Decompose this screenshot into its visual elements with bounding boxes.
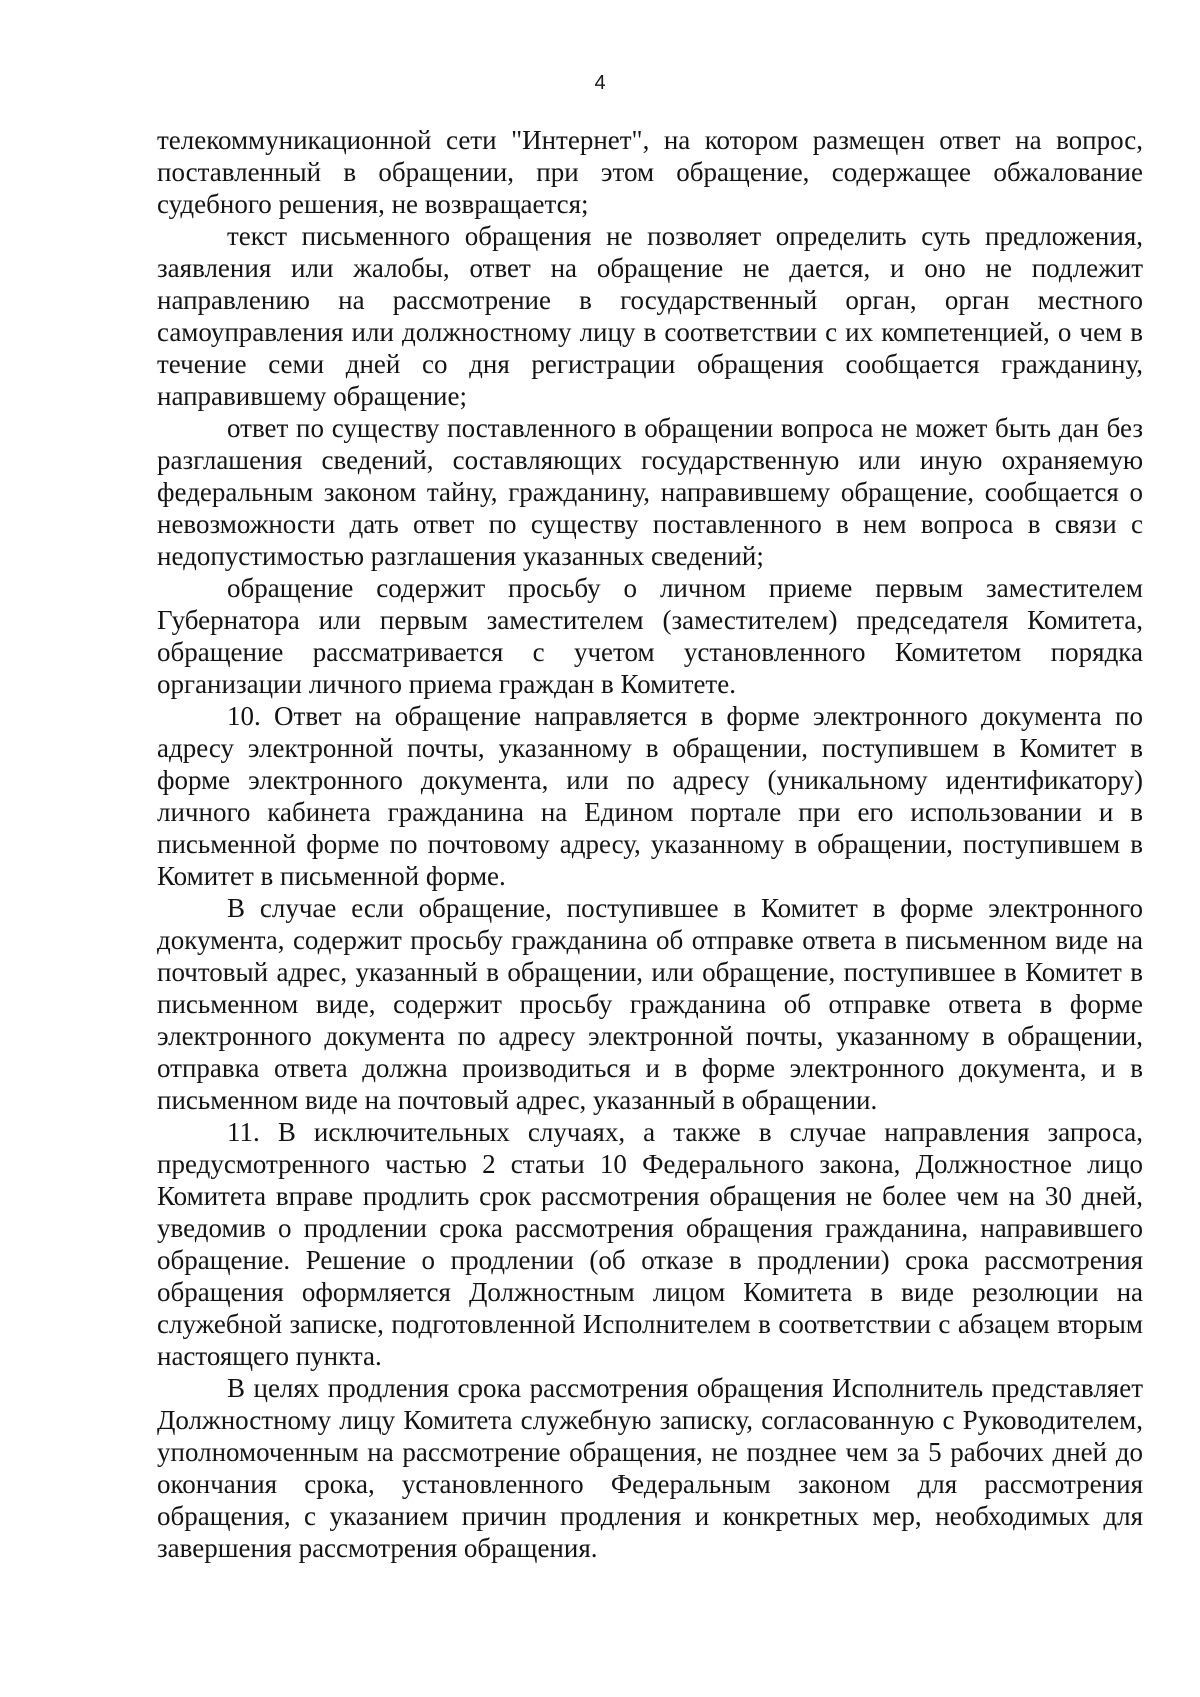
paragraph-text-unclear: текст письменного обращения не позволяет определить суть предложения, заявления или жалобы, ответ на обращение не дается, и оно не подлежит направлению на рассмотрение в государственный орган, орган местного самоуправления или должностному лицу в соответствии с их компетенцией, о чем в течение семи дней со дня регистрации обращения сообщается гражданину, направившему обращение;	[157, 221, 1143, 411]
paragraph-item-10-electronic: В случае если обращение, поступившее в Комитет в форме электронного документа, содержит просьбу гражданина об отправке ответа в письменном виде на почтовый адрес, указанный в обращении, или обращение, поступившее в Комитет в письменном виде, содержит просьбу гражданина об отправке ответа в форме электронного документа по адресу электронной почты, указанному в обращении, отправка ответа должна производиться и в форме электронного документа, и в письменном виде на почтовый адрес, указанный в обращении.	[157, 893, 1143, 1115]
paragraph-continuation: телекоммуникационной сети "Интернет", на котором размещен ответ на вопрос, поставленный в обращении, при этом обращение, содержащее обжалование судебного решения, не возвращается;	[157, 125, 1143, 219]
document-body	[157, 124, 1143, 1564]
paragraph-item-11-extension: В целях продления срока рассмотрения обращения Исполнитель представляет Должностному лицу Комитета служебную записку, согласованную с Руководителем, уполномоченным на рассмотрение обращения, не позднее чем за 5 рабочих дней до окончания срока, установленного Федеральным законом для рассмотрения обращения, с указанием причин продления и конкретных мер, необходимых для завершения рассмотрения обращения.	[157, 1373, 1143, 1563]
paragraph-personal-reception: обращение содержит просьбу о личном приеме первым заместителем Губернатора или первым заместителем (заместителем) председателя Комитета, обращение рассматривается с учетом установленного Комитетом порядка организации личного приема граждан в Комитете.	[157, 573, 1143, 699]
paragraph-secret-info: ответ по существу поставленного в обращении вопроса не может быть дан без разглашения сведений, составляющих государственную или иную охраняемую федеральным законом тайну, гражданину, направившему обращение, сообщается о невозможности дать ответ по существу поставленного в нем вопроса в связи с недопустимостью разглашения указанных сведений;	[157, 413, 1143, 571]
paragraph-item-10: 10. Ответ на обращение направляется в форме электронного документа по адресу электронной почты, указанному в обращении, поступившем в Комитет в форме электронного документа, или по адресу (уникальному идентификатору) личного кабинета гражданина на Едином портале при его использовании и в письменной форме по почтовому адресу, указанному в обращении, поступившем в Комитет в письменной форме.	[157, 701, 1143, 891]
page-number: 4	[594, 72, 606, 94]
paragraph-item-11: 11. В исключительных случаях, а также в случае направления запроса, предусмотренного частью 2 статьи 10 Федерального закона, Должностное лицо Комитета вправе продлить срок рассмотрения обращения не более чем на 30 дней, уведомив о продлении срока рассмотрения обращения гражданина, направившего обращение. Решение о продлении (об отказе в продлении) срока рассмотрения обращения оформляется Должностным лицом Комитета в виде резолюции на служебной записке, подготовленной Исполнителем в соответствии с абзацем вторым настоящего пункта.	[157, 1117, 1143, 1371]
